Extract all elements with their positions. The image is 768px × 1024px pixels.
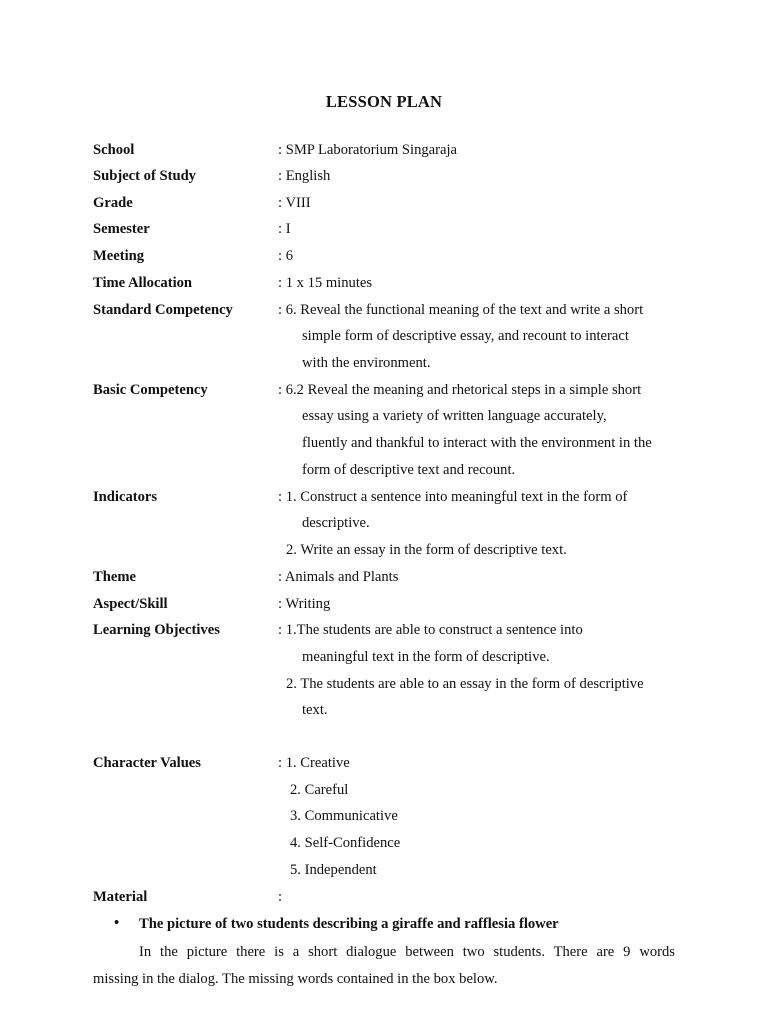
basic-competency-line: fluently and thankful to interact with the environment in the	[302, 435, 652, 451]
standard-competency-line: with the environment.	[302, 355, 431, 371]
character-values-line: : 1. Creative	[278, 755, 350, 771]
indicators-line: : 1. Construct a sentence into meaningful text in the form of	[278, 489, 628, 505]
meeting-value: : 6	[278, 248, 293, 264]
standard-competency-line: simple form of descriptive essay, and recount to interact	[302, 328, 629, 344]
learning-objectives-line: 2. The students are able to an essay in the form of descriptive	[286, 676, 644, 692]
indicators-line: 2. Write an essay in the form of descriptive text.	[286, 542, 567, 558]
learning-objectives-line: : 1.The students are able to construct a sentence into	[278, 622, 583, 638]
basic-competency-line: essay using a variety of written language accurately,	[302, 408, 607, 424]
material-paragraph-line: In the picture there is a short dialogue between two students. There are 9 words	[139, 944, 675, 960]
time-allocation-value: : 1 x 15 minutes	[278, 275, 373, 291]
bullet-icon: •	[114, 915, 120, 931]
grade-label: Grade	[93, 195, 133, 211]
character-values-line: 3. Communicative	[290, 808, 398, 824]
indicators-label: Indicators	[93, 489, 158, 505]
indicators-line: descriptive.	[302, 515, 370, 531]
subject-value: : English	[278, 168, 331, 184]
character-values-label: Character Values	[93, 755, 201, 771]
semester-value: : I	[278, 221, 291, 237]
material-label: Material	[93, 889, 148, 905]
material-value: :	[278, 889, 283, 905]
school-label: School	[93, 142, 135, 158]
learning-objectives-line: meaningful text in the form of descriptive.	[302, 649, 550, 665]
aspect-skill-label: Aspect/Skill	[93, 596, 168, 612]
semester-label: Semester	[93, 221, 150, 237]
theme-value: : Animals and Plants	[278, 569, 399, 585]
meeting-label: Meeting	[93, 248, 145, 264]
standard-competency-label: Standard Competency	[93, 302, 233, 318]
aspect-skill-value: : Writing	[278, 596, 331, 612]
basic-competency-line: form of descriptive text and recount.	[302, 462, 516, 478]
theme-label: Theme	[93, 569, 136, 585]
grade-value: : VIII	[278, 195, 311, 211]
page-title: LESSON PLAN	[325, 92, 443, 111]
character-values-line: 2. Careful	[290, 782, 349, 798]
standard-competency-line: : 6. Reveal the functional meaning of the text and write a short	[278, 302, 644, 318]
material-paragraph-line: missing in the dialog. The missing words contained in the box below.	[93, 971, 498, 987]
basic-competency-line: : 6.2 Reveal the meaning and rhetorical steps in a simple short	[278, 382, 642, 398]
school-value: : SMP Laboratorium Singaraja	[278, 142, 458, 158]
character-values-line: 4. Self-Confidence	[290, 835, 401, 851]
time-allocation-label: Time Allocation	[93, 275, 193, 291]
learning-objectives-label: Learning Objectives	[93, 622, 220, 638]
subject-label: Subject of Study	[93, 168, 196, 184]
learning-objectives-line: text.	[302, 702, 328, 718]
basic-competency-label: Basic Competency	[93, 382, 208, 398]
material-bullet-text: The picture of two students describing a giraffe and rafflesia flower	[139, 916, 559, 932]
character-values-line: 5. Independent	[290, 862, 377, 878]
